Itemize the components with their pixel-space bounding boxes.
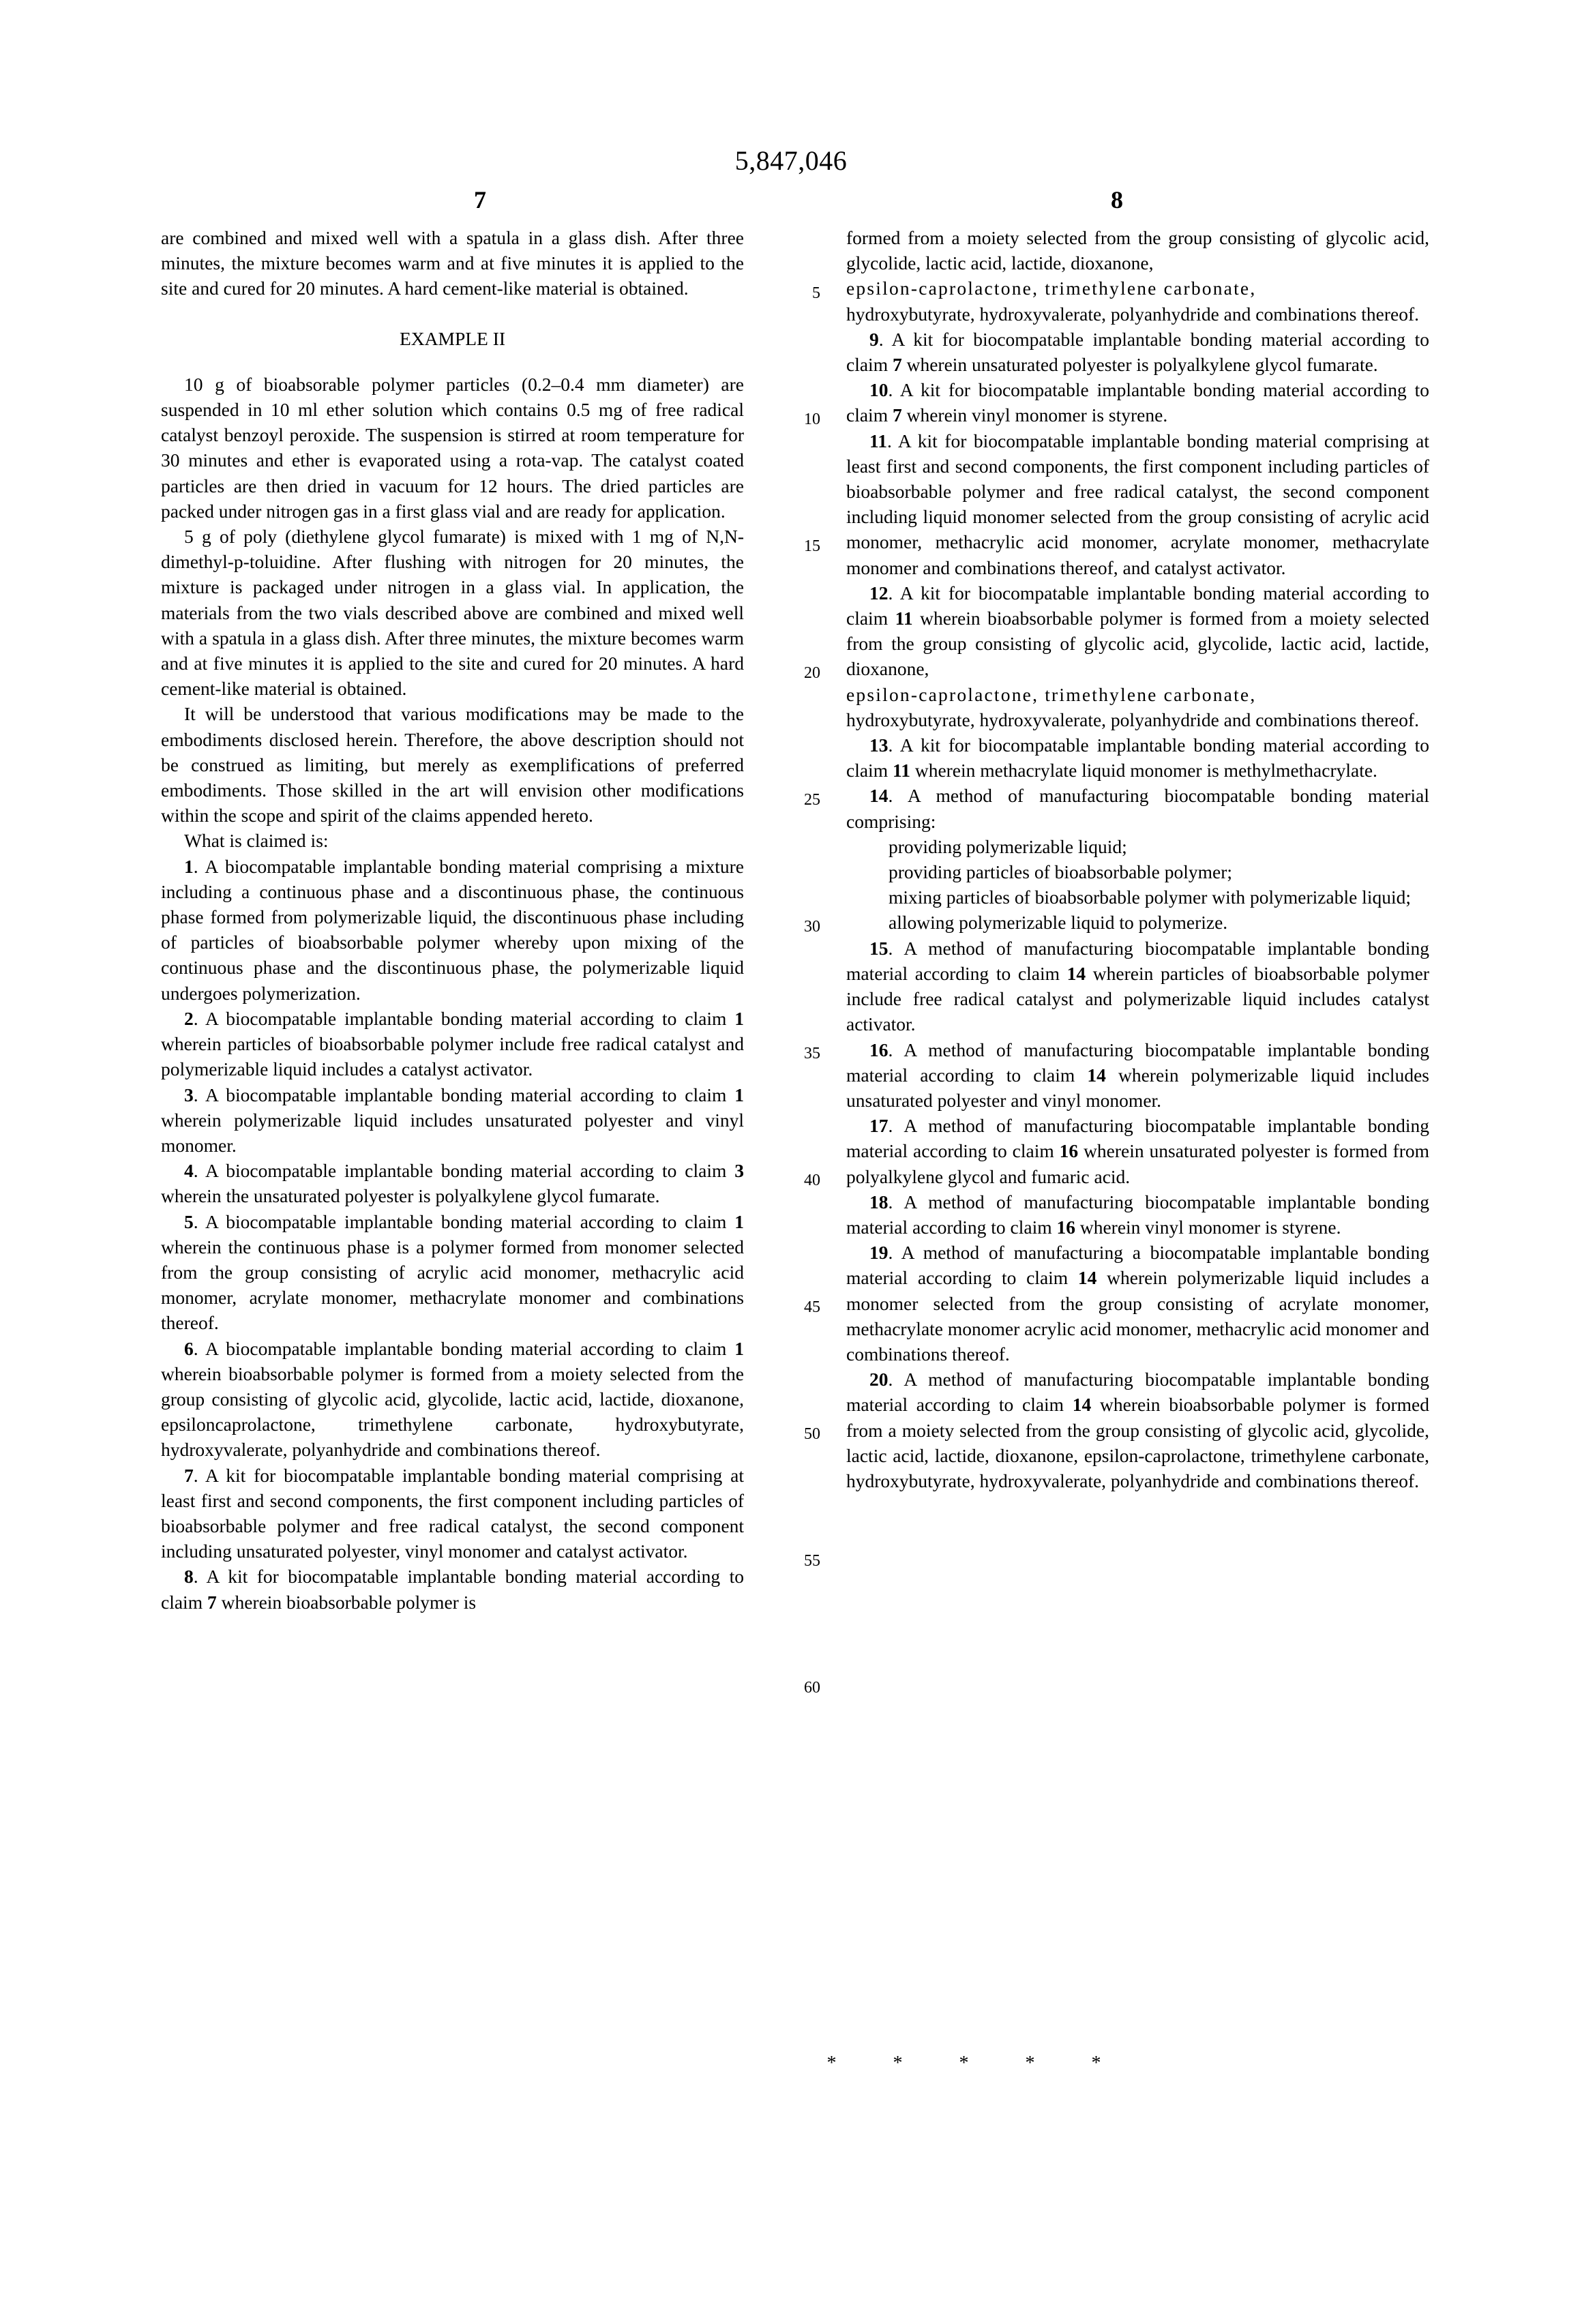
claim-text: . A method of manufacturing a biocompatable implantable bonding material according to claim: [846, 1242, 1429, 1289]
claim-number: 14: [869, 785, 889, 807]
claim-number: 11: [869, 430, 887, 451]
claim-reference: 7: [892, 404, 902, 426]
claim-4: [161, 1158, 744, 1208]
claim-number: 19: [869, 1242, 889, 1264]
claim-reference: 7: [207, 1591, 217, 1613]
claim-reference: 7: [892, 354, 902, 376]
paragraph: are combined and mixed well with a spatula in a glass dish. After three minutes, the mixture becomes warm and at five minutes it is applied to the site and cured for 20 minutes. A hard cement-like material is obtained.: [161, 227, 744, 299]
claim-number: 1: [184, 855, 194, 877]
claim-number: 12: [869, 582, 889, 604]
claim-reference: 11: [895, 608, 913, 629]
claim-text: . A kit for biocompatable implantable bonding material according to claim: [846, 379, 1429, 426]
claim-number: 4: [184, 1160, 194, 1182]
claim-text: . A kit for biocompatable implantable bonding material according to claim: [846, 582, 1429, 629]
column-number-left: 7: [474, 186, 486, 213]
claim-number: 15: [869, 937, 889, 959]
claim-8: [161, 1564, 744, 1614]
claim-5: [161, 1209, 744, 1336]
claim-number: 16: [869, 1039, 889, 1060]
right-text-column: [846, 225, 1429, 1493]
claim-3: [161, 1082, 744, 1159]
claim-text: . A kit for biocompatable implantable bonding material according to claim: [846, 328, 1429, 376]
claim-text: wherein bioabsorbable polymer is formed from a moiety selected from the group consisting of glycolic acid, glycolide, lactic acid, lactide, dioxanone, epsiloncaprolactone, trimethylene carbonate, hydroxybutyrate, hydroxyvalerate, polyanhydride and combinations thereof.: [161, 1362, 744, 1461]
claim-number: 8: [184, 1566, 194, 1588]
claim-text: wherein methacrylate liquid monomer is methylmethacrylate.: [910, 760, 1377, 781]
claim-14-step: allowing polymerizable liquid to polymerize.: [889, 912, 1228, 934]
claim-number: 3: [184, 1084, 194, 1105]
line-number: 55: [804, 1552, 820, 1570]
claim-text: . A biocompatable implantable bonding material comprising a mixture including a continuous phase and a discontinuous phase, the continuous phase formed from polymerizable liquid, the discontinuous phase including of particles of bioabsorbable polymer whereby upon mixing of the continuous phase and the discontinuous phase, the polymerizable liquid undergoes polymerization.: [161, 855, 744, 1004]
claim-text: . A kit for biocompatable implantable bonding material according to claim: [161, 1566, 744, 1613]
paragraph: It will be understood that various modifications may be made to the embodiments disclosed herein. Therefore, the above description should not be construed as limiting, but merely as exemplifications of preferred embodiments. Those skilled in the art will envision other modifications within the scope and spirit of the claims appended hereto.: [161, 703, 744, 826]
claim-text: . A biocompatable implantable bonding material according to claim: [193, 1337, 735, 1359]
claim-20: [846, 1367, 1429, 1493]
claim-text: . A method of manufacturing biocompatable implantable bonding material according to claim: [846, 1369, 1429, 1416]
line-number: 60: [804, 1679, 820, 1697]
claim-text: . A biocompatable implantable bonding material according to claim: [193, 1160, 735, 1182]
claim-reference: 1: [734, 1337, 744, 1359]
claim-text: wherein particles of bioabsorbable polymer include free radical catalyst and polymerizable liquid includes catalyst activator.: [846, 962, 1429, 1035]
claim-number: 10: [869, 379, 889, 401]
patent-number: 5,847,046: [734, 145, 848, 176]
claim-6: [161, 1336, 744, 1463]
claim-2: [161, 1006, 744, 1082]
claim-text: wherein particles of bioabsorbable polymer include free radical catalyst and polymerizable liquid includes a catalyst activator.: [161, 1033, 744, 1080]
claim-1: [161, 854, 744, 1006]
claim-12-cont: epsilon-caprolactone, trimethylene carbonate,: [846, 683, 1257, 705]
claim-number: 17: [869, 1115, 889, 1137]
claim-reference: 14: [1072, 1394, 1092, 1416]
claim-16: [846, 1037, 1429, 1114]
claim-text: . A method of manufacturing biocompatable implantable bonding material according to claim: [846, 1039, 1429, 1086]
line-number: 40: [804, 1172, 820, 1189]
line-number: 5: [812, 284, 820, 302]
claim-19: [846, 1240, 1429, 1367]
claim-text: wherein bioabsorbable polymer is: [216, 1591, 477, 1613]
claim-14-step: providing particles of bioabsorbable polymer;: [889, 861, 1233, 883]
line-number: 30: [804, 918, 820, 936]
line-number: 10: [804, 411, 820, 428]
claim-14-step: mixing particles of bioabsorbable polymer with polymerizable liquid;: [889, 887, 1411, 908]
claim-11: [846, 428, 1429, 580]
claim-14: [846, 783, 1429, 833]
claim-text: . A method of manufacturing biocompatable implantable bonding material according to claim: [846, 1115, 1429, 1162]
claim-reference: 16: [1059, 1140, 1079, 1162]
claim-number: 2: [184, 1007, 194, 1029]
paragraph: epsilon-caprolactone, trimethylene carbonate,: [846, 278, 1257, 299]
claim-18: [846, 1189, 1429, 1240]
claim-reference: 1: [734, 1210, 744, 1232]
claim-text: wherein unsaturated polyester is formed from polyalkylene glycol and fumaric acid.: [846, 1140, 1429, 1187]
claim-reference: 16: [1056, 1216, 1075, 1238]
claim-text: . A biocompatable implantable bonding material according to claim: [193, 1084, 735, 1105]
end-of-claims-mark: * * * * *: [826, 2053, 1127, 2074]
claim-9: [846, 327, 1429, 377]
claim-14-step: providing polymerizable liquid;: [889, 835, 1127, 857]
line-number: 20: [804, 664, 820, 682]
paragraph: hydroxybutyrate, hydroxyvalerate, polyanhydride and combinations thereof.: [846, 303, 1420, 325]
claim-number: 5: [184, 1210, 194, 1232]
claims-intro: What is claimed is:: [184, 830, 329, 852]
paragraph: 5 g of poly (diethylene glycol fumarate) is mixed with 1 mg of N,N-dimethyl-p-toluidine. After flushing with nitrogen for 20 minutes, the mixture is packaged under nitrogen in a glass vial. In application, the materials from the two vials described above are combined and mixed well with a spatula in a glass dish. After three minutes, the mixture becomes warm and at five minutes it is applied to the site and cured for 20 minutes. A hard cement-like material is obtained.: [161, 526, 744, 700]
claim-reference: 3: [734, 1160, 744, 1182]
column-number-right: 8: [1111, 186, 1123, 213]
claim-13: [846, 732, 1429, 783]
claim-number: 7: [184, 1464, 194, 1486]
claim-text: . A method of manufacturing biocompatable implantable bonding material according to claim: [846, 937, 1429, 984]
claim-text: wherein unsaturated polyester is polyalkylene glycol fumarate.: [901, 354, 1378, 376]
line-number: 35: [804, 1045, 820, 1062]
claim-text: wherein the continuous phase is a polymer formed from monomer selected from the group consisting of acrylic acid monomer, methacrylic acid monomer, acrylate monomer, methacrylate monomer and combinations thereof.: [161, 1236, 744, 1334]
claim-reference: 1: [734, 1007, 744, 1029]
claim-text: . A biocompatable implantable bonding material according to claim: [193, 1007, 735, 1029]
claim-number: 18: [869, 1191, 889, 1212]
claim-text: wherein vinyl monomer is styrene.: [1075, 1216, 1341, 1238]
claim-reference: 11: [892, 760, 910, 781]
claim-reference: 1: [734, 1084, 744, 1105]
claim-text: wherein the unsaturated polyester is polyalkylene glycol fumarate.: [161, 1185, 660, 1207]
claim-text: wherein polymerizable liquid includes unsaturated polyester and vinyl monomer.: [846, 1064, 1429, 1111]
claim-text: wherein polymerizable liquid includes unsaturated polyester and vinyl monomer.: [161, 1109, 744, 1156]
paragraph: formed from a moiety selected from the group consisting of glycolic acid, glycolide, lactic acid, lactide, dioxanone,: [846, 227, 1429, 274]
line-number: 45: [804, 1298, 820, 1316]
claim-text: . A kit for biocompatable implantable bonding material comprising at least first and second components, the first component including particles of bioabsorbable polymer and free radical catalyst, the second component including liquid monomer selected from the group consisting of acrylic acid monomer, methacrylic acid monomer, acrylate monomer, methacrylate monomer and combinations thereof, and catalyst activator.: [846, 430, 1429, 578]
paragraph: 10 g of bioabsorable polymer particles (0.2–0.4 mm diameter) are suspended in 10 ml ether solution which contains 0.5 mg of free radical catalyst benzoyl peroxide. The suspension is stirred at room temperature for 30 minutes and ether is evaporated using a rota-vap. The catalyst coated particles are then dried in vacuum for 12 hours. The dried particles are packed under nitrogen gas in a first glass vial and are ready for application.: [161, 373, 744, 522]
claim-12: [846, 580, 1429, 682]
claim-15: [846, 936, 1429, 1037]
claim-text: . A biocompatable implantable bonding material according to claim: [193, 1210, 735, 1232]
claim-12-cont: hydroxybutyrate, hydroxyvalerate, polyanhydride and combinations thereof.: [846, 709, 1420, 730]
example-heading: EXAMPLE II: [399, 327, 506, 349]
claim-number: 9: [869, 328, 879, 350]
line-number: 50: [804, 1425, 820, 1443]
claim-17: [846, 1113, 1429, 1189]
claim-text: . A method of manufacturing biocompatable implantable bonding material according to claim: [846, 1191, 1429, 1238]
claim-text: wherein bioabsorbable polymer is formed from a moiety selected from the group consisting of glycolic acid, glycolide, lactic acid, lactide, dioxanone,: [846, 608, 1429, 680]
claim-text: wherein bioabsorbable polymer is formed from a moiety selected from the group consisting of glycolic acid, glycolide, lactic acid, lactide, dioxanone, epsilon-caprolactone, trimethylene carbonate, hydroxybutyrate, hydroxyvalerate, polyanhydride and combinations thereof.: [846, 1394, 1429, 1491]
claim-reference: 14: [1066, 962, 1086, 984]
claim-text: . A kit for biocompatable implantable bonding material according to claim: [846, 734, 1429, 781]
claim-text: . A method of manufacturing biocompatable bonding material comprising:: [846, 785, 1429, 832]
line-number: 25: [804, 791, 820, 809]
line-number: 15: [804, 537, 820, 555]
claim-number: 6: [184, 1337, 194, 1359]
claim-number: 20: [869, 1369, 889, 1390]
claim-text: wherein vinyl monomer is styrene.: [901, 404, 1168, 426]
claim-7: [161, 1463, 744, 1564]
claim-reference: 14: [1077, 1267, 1097, 1289]
claim-text: wherein polymerizable liquid includes a monomer selected from the group consisting of acrylate monomer, methacrylate monomer acrylic acid monomer, methacrylic acid monomer and combinations thereof.: [846, 1267, 1429, 1365]
claim-10: [846, 377, 1429, 428]
claim-reference: 14: [1087, 1064, 1106, 1086]
left-text-column: [161, 225, 744, 1615]
claim-text: . A kit for biocompatable implantable bonding material comprising at least first and second components, the first component including particles of bioabsorbable polymer and free radical catalyst, the second component including unsaturated polyester, vinyl monomer and catalyst activator.: [161, 1464, 744, 1562]
claim-number: 13: [869, 734, 889, 756]
